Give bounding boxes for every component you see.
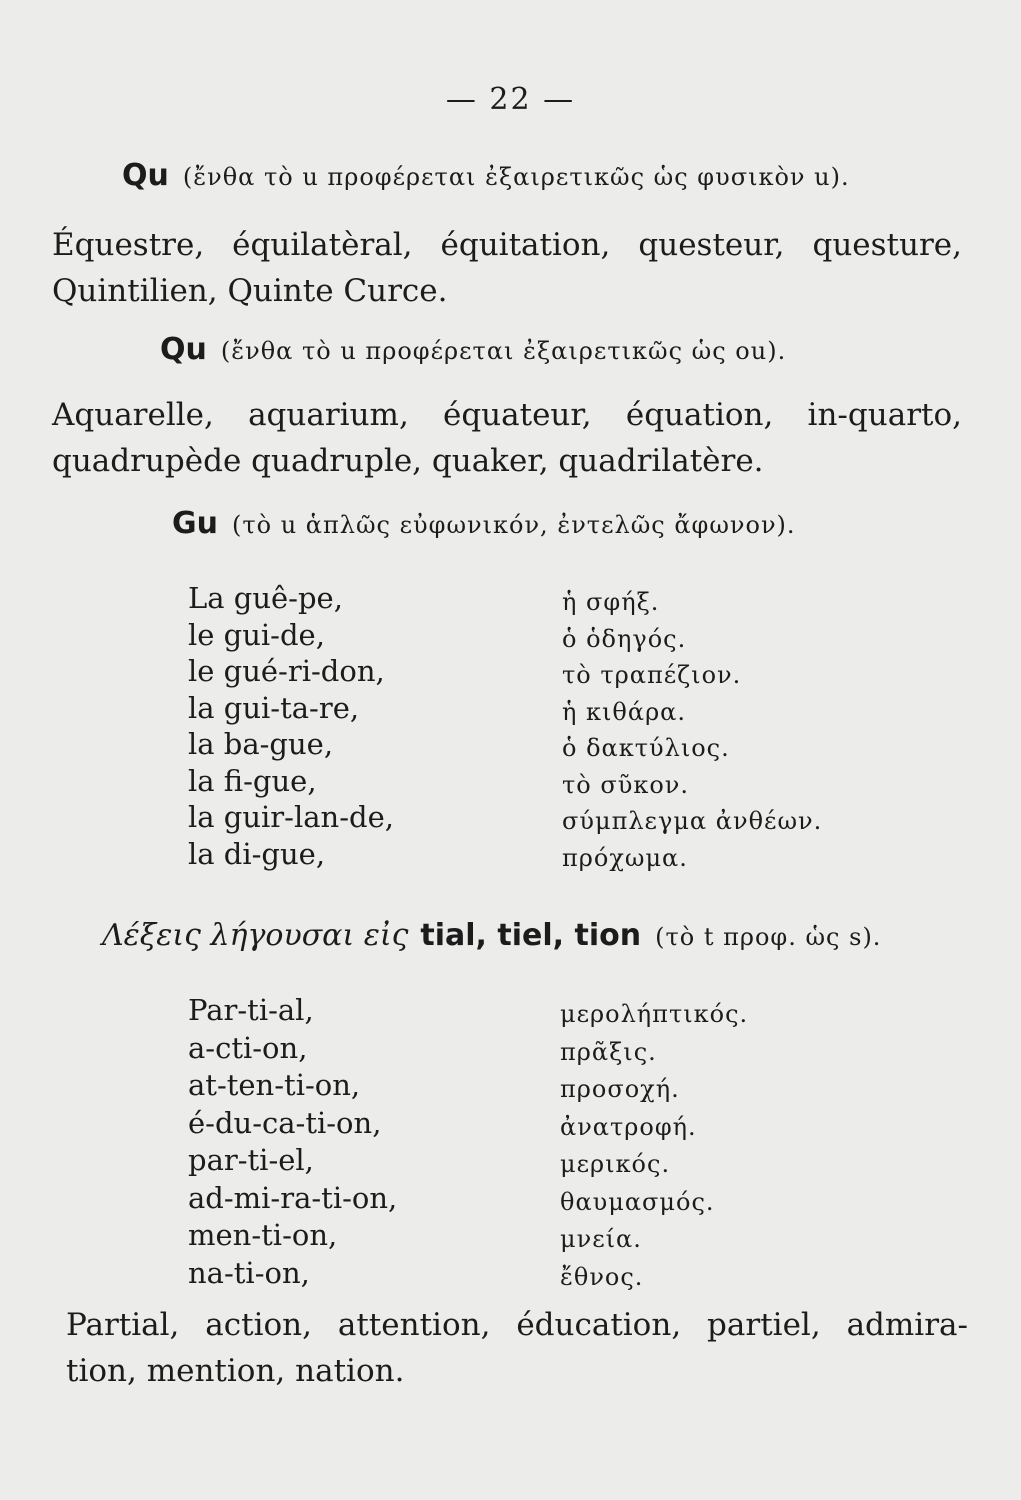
section-letters: tial, tiel, tion [420,918,642,953]
section-qu-ou-heading [160,332,786,367]
list-item: la di-gue, [188,836,326,871]
list-item: par-ti-el, [188,1143,314,1177]
example-line: quadrupède quadruple, quaker, quadrilatère. [52,443,764,479]
section-note: (ἔνθα τὸ u προφέρεται ἐξαιρετικῶς ὡς ou). [220,337,787,365]
list-item: men-ti-on, [188,1218,338,1252]
section-qu-ou-examples [52,392,962,484]
example-line: Partial, action, attention, éducation, partiel, admira- [66,1307,968,1343]
section-tion-heading [102,918,881,953]
list-item: le gué-ri-don, [188,654,385,688]
section-qu-examples [52,222,962,314]
list-item: τὸ σῦκον. [562,770,689,799]
list-item: la ba-gue, [188,727,334,761]
section-note: (τὸ t προφ. ὡς s). [655,923,882,951]
greek-translation-list [562,584,822,876]
section-gu-heading [172,506,796,541]
list-item: ἀνατροφή. [560,1112,697,1141]
list-item: μερικός. [560,1150,671,1178]
list-item: μερολήπτικός. [560,1000,749,1028]
section-tion-summary [66,1302,968,1394]
list-item: ἔθνος. [560,1262,644,1291]
list-item: at-ten-ti-on, [188,1068,361,1102]
list-item: μνεία. [560,1225,642,1253]
list-item: a-cti-on, [188,1030,308,1065]
list-item: ἡ σφήξ. [562,588,660,616]
section-letters: Qu [122,158,169,193]
list-item: ὁ δακτύλιος. [562,734,730,762]
list-item: πρόχωμα. [562,843,688,872]
list-item: ἡ κιθάρα. [562,697,687,726]
list-item: Par-ti-al, [188,993,314,1027]
example-line: tion, mention, nation. [66,1353,405,1389]
greek-translation-list [560,996,748,1296]
list-item: le gui-de, [188,617,325,652]
example-line: Équestre, équilatèral, équitation, questeur, questure, [52,227,962,263]
list-item: προσοχή. [560,1075,680,1103]
section-letters: Gu [172,506,218,541]
french-word-list [188,992,397,1292]
list-item: la fi-gue, [188,763,317,798]
list-item: θαυμασμός. [560,1187,715,1216]
list-item: la guir-lan-de, [188,800,394,834]
list-item: ὁ ὁδηγός. [562,624,687,653]
page-number: — 22 — [445,82,576,117]
list-item: σύμπλεγμα ἀνθέων. [562,807,823,835]
list-item: πρᾶξις. [560,1037,657,1066]
section-note: (τὸ u ἁπλῶς εὐφωνικόν, ἐντελῶς ἄφωνον). [231,511,796,539]
section-qu-heading [122,158,850,193]
example-line: Aquarelle, aquarium, équateur, équation, in-quarto, [52,397,962,433]
list-item: na-ti-on, [188,1255,310,1290]
list-item: τὸ τραπέζιον. [562,661,742,689]
section-note: (ἔνθα τὸ u προφέρεται ἐξαιρετικῶς ὡς φυσικὸν u). [182,163,850,191]
list-item: la gui-ta-re, [188,690,360,725]
example-line: Quintilien, Quinte Curce. [52,273,448,309]
list-item: ad-mi-ra-ti-on, [188,1180,398,1215]
list-item: La guê-pe, [188,581,343,615]
section-intro: Λέξεις λήγουσαι εἰς [102,918,409,953]
list-item: é-du-ca-ti-on, [188,1105,382,1140]
french-word-list [188,580,394,872]
section-letters: Qu [160,332,207,367]
